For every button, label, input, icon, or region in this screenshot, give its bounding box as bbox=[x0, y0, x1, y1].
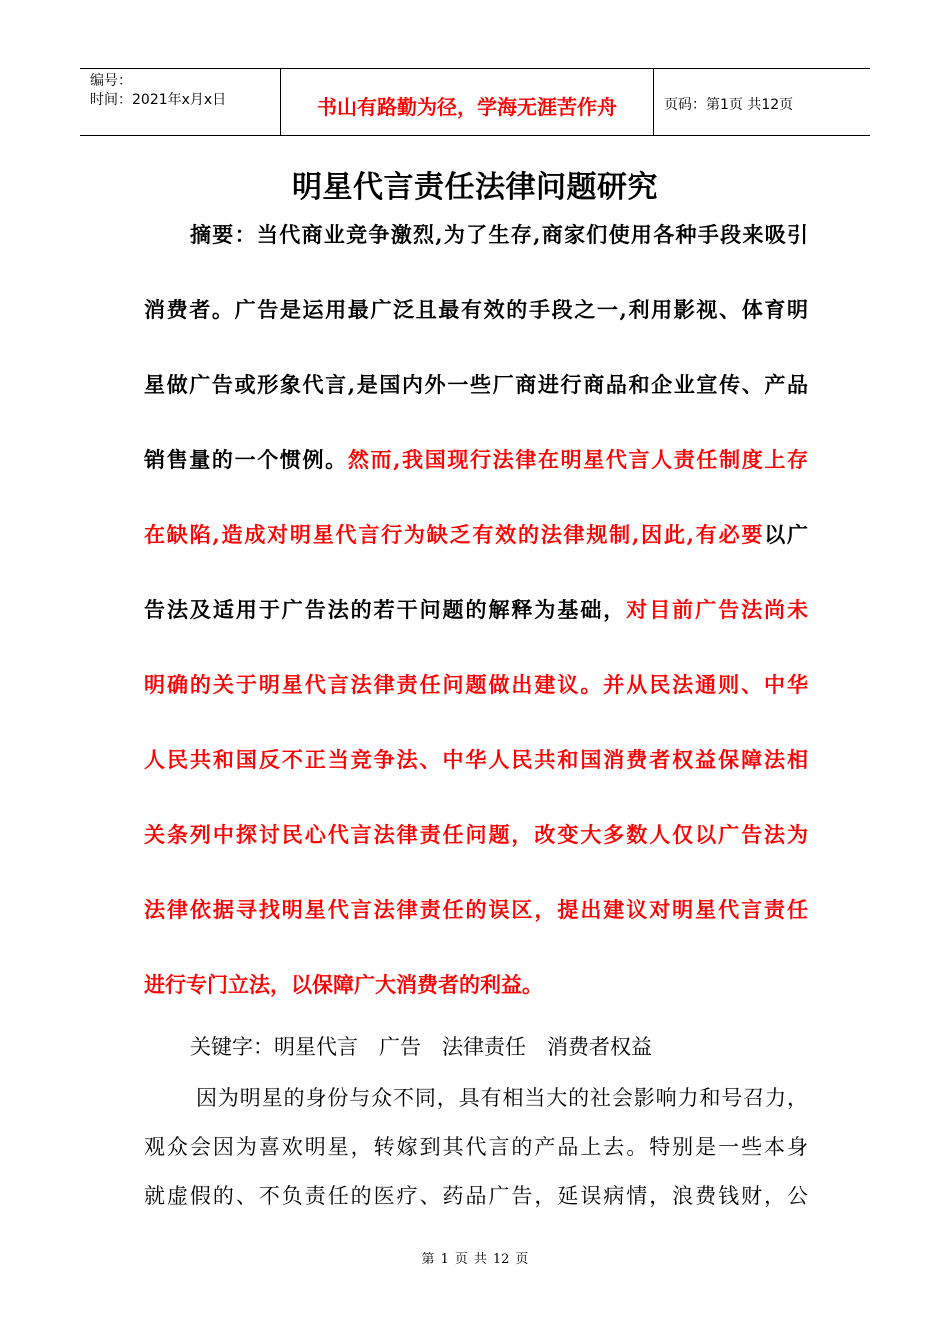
abstract-highlight-line: 明确的关于明星代言法律责任问题做出建议。并从民法通则、中华 bbox=[144, 672, 808, 697]
abstract-line: 消费者。广告是运用最广泛且最有效的手段之一,利用影视、体育明 bbox=[144, 297, 808, 322]
abstract-line bbox=[144, 594, 808, 624]
abstract-highlight-line: 进行专门立法，以保障广大消费者的利益。 bbox=[144, 972, 543, 997]
document-title: 明星代言责任法律问题研究 bbox=[292, 170, 658, 205]
body-line: 观众会因为喜欢明星，转嫁到其代言的产品上去。特别是一些本身 bbox=[144, 1135, 808, 1159]
footer-total-label: 页 bbox=[515, 1252, 529, 1267]
abstract-text: 销售量的一个惯例。 bbox=[144, 447, 348, 472]
abstract-highlight: 对目前广告法尚未 bbox=[626, 597, 808, 622]
abstract-highlight: 在缺陷,造成对明星代言行为缺乏有效的法律规制,因此,有必要 bbox=[144, 522, 765, 547]
footer-page-label: 页 bbox=[454, 1252, 468, 1267]
footer-total-number: 12 bbox=[492, 1252, 510, 1267]
abstract-highlight: 然而,我国现行法律在明星代言人责任制度上存 bbox=[347, 447, 809, 472]
body-line: 因为明星的身份与众不同，具有相当大的社会影响力和号召力， bbox=[196, 1086, 808, 1110]
body-line: 就虚假的、不负责任的医疗、药品广告，延误病情，浪费钱财，公 bbox=[144, 1184, 808, 1208]
abstract-highlight-line: 关条列中探讨民心代言法律责任问题，改变大多数人仅以广告法为 bbox=[144, 822, 808, 847]
footer-page-number: 1 bbox=[440, 1252, 449, 1267]
doc-number-label: 编号： bbox=[90, 73, 132, 89]
page-header bbox=[80, 68, 870, 136]
header-left-cell bbox=[80, 69, 281, 135]
abstract-text: 以广 bbox=[764, 522, 809, 547]
header-page-info: 页码：第1页 共12页 bbox=[664, 97, 794, 113]
footer-page-label: 第 bbox=[421, 1252, 435, 1267]
abstract-line: 摘要：当代商业竞争激烈,为了生存,商家们使用各种手段来吸引 bbox=[190, 222, 808, 247]
abstract-line bbox=[144, 444, 808, 474]
abstract-line: 星做广告或形象代言,是国内外一些厂商进行商品和企业宣传、产品 bbox=[144, 372, 808, 397]
footer-total-label: 共 bbox=[473, 1252, 487, 1267]
abstract-line bbox=[144, 519, 808, 549]
page-footer bbox=[0, 1248, 950, 1267]
keywords-line: 关键字：明星代言 广告 法律责任 消费者权益 bbox=[190, 1035, 652, 1059]
abstract-highlight-line: 人民共和国反不正当竞争法、中华人民共和国消费者权益保障法相 bbox=[144, 747, 808, 772]
time-label: 时间：2021年x月x日 bbox=[90, 92, 227, 108]
header-motto: 书山有路勤为径，学海无涯苦作舟 bbox=[281, 69, 654, 135]
abstract-text: 告法及适用于广告法的若干问题的解释为基础， bbox=[144, 597, 627, 622]
abstract-highlight-line: 法律依据寻找明星代言法律责任的误区，提出建议对明星代言责任 bbox=[144, 897, 808, 922]
